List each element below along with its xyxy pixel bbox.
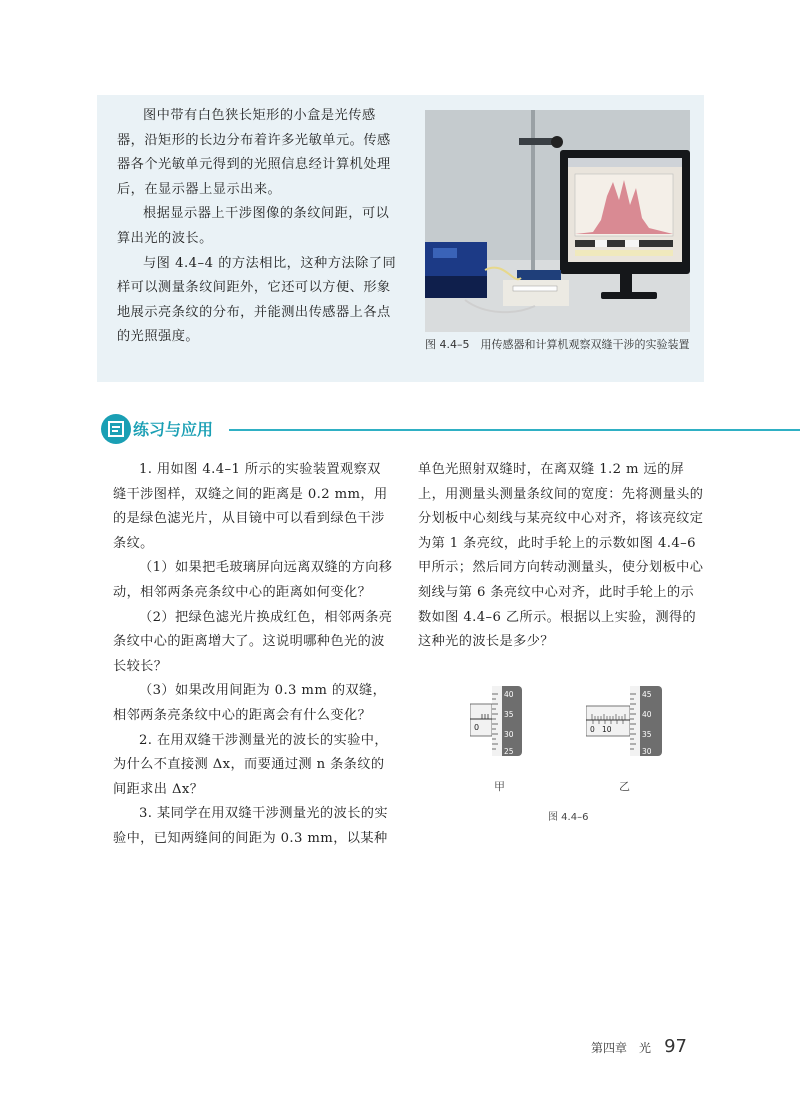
thimble-label: 30	[504, 730, 514, 739]
exercise-item: 单色光照射双缝时，在离双缝 1.2 m 远的屏上，用测量头测量条纹间的宽度：先将测量头的分划板中心刻线与某亮纹中心对齐，将该亮纹定为第 1 条亮纹，此时手轮上的示数如图 4.4–6 甲所示；然后同方向转动测量头，使分划板中心刻线与第 6 条亮纹中心对齐，此时手轮上的示数如图 4.4–6 乙所示。根据以上实验，测得的这种光的波长是多少？	[418, 462, 704, 650]
thimble-label: 25	[504, 747, 514, 756]
thimble-label: 35	[642, 730, 652, 739]
micrometer-yi-label: 乙	[619, 780, 630, 793]
experiment-photo	[425, 110, 690, 332]
chapter-label: 第四章 光	[591, 1041, 652, 1055]
exercise-item: 1. 用如图 4.4–1 所示的实验装置观察双缝干涉图样，双缝之间的距离是 0.2 mm，用的是绿色滤光片，从目镜中可以看到绿色干涉条纹。	[113, 462, 388, 551]
sleeve-label: 0	[590, 725, 595, 734]
page-footer	[591, 1036, 687, 1057]
section-header	[97, 413, 800, 449]
intro-paragraph: 与图 4.4–4 的方法相比，这种方法除了同样可以测量条纹间距外，它还可以方便、形象地展示亮条纹的分布，并能测出传感器上各点的光照强度。	[117, 255, 397, 345]
thimble-label: 30	[642, 747, 652, 756]
thimble-label: 40	[642, 710, 652, 719]
exercise-item: （1）如果把毛玻璃屏向远离双缝的方向移动，相邻两条亮条纹中心的距离如何变化？	[113, 560, 393, 600]
exercise-item: 3. 某同学在用双缝干涉测量光的波长的实验中，已知两缝间的间距为 0.3 mm，以某种	[113, 806, 388, 846]
figure-caption: 图 4.4–5 用传感器和计算机观察双缝干涉的实验装置	[425, 338, 690, 351]
exercises-left-column	[113, 458, 393, 852]
micrometer-jia	[470, 684, 530, 759]
intro-paragraph: 图中带有白色狭长矩形的小盒是光传感器，沿矩形的长边分布着许多光敏单元。传感器各个光敏单元得到的光照信息经计算机处理后，在显示器上显示出来。	[117, 108, 391, 197]
experiment-photo-illustration	[425, 110, 690, 332]
sleeve-label: 0	[474, 723, 480, 732]
intro-paragraph: 根据显示器上干涉图像的条纹间距，可以算出光的波长。	[117, 206, 390, 246]
section-title: 练习与应用	[133, 420, 214, 439]
section-divider	[229, 429, 800, 431]
exercises-right-column	[418, 458, 705, 655]
exercise-item: （3）如果改用间距为 0.3 mm 的双缝，相邻两条亮条纹中心的距离会有什么变化？	[113, 683, 387, 723]
thimble-label: 35	[504, 710, 514, 719]
micrometer-jia-label: 甲	[494, 780, 505, 793]
thimble-label: 40	[504, 690, 514, 699]
exercise-icon	[101, 414, 131, 444]
page-number: 97	[664, 1036, 688, 1057]
figure-4-4-6-caption: 图 4.4–6	[548, 812, 589, 823]
sleeve-label: 10	[602, 725, 612, 734]
exercise-item: （2）把绿色滤光片换成红色，相邻两条亮条纹中心的距离增大了。这说明哪种色光的波长较长？	[113, 609, 393, 674]
thimble-label: 45	[642, 690, 652, 699]
intro-text	[117, 104, 402, 350]
micrometer-yi	[586, 684, 666, 759]
exercise-item: 2. 在用双缝干涉测量光的波长的实验中，为什么不直接测 Δx，而要通过测 n 条条纹的间距求出 Δx？	[113, 732, 388, 797]
